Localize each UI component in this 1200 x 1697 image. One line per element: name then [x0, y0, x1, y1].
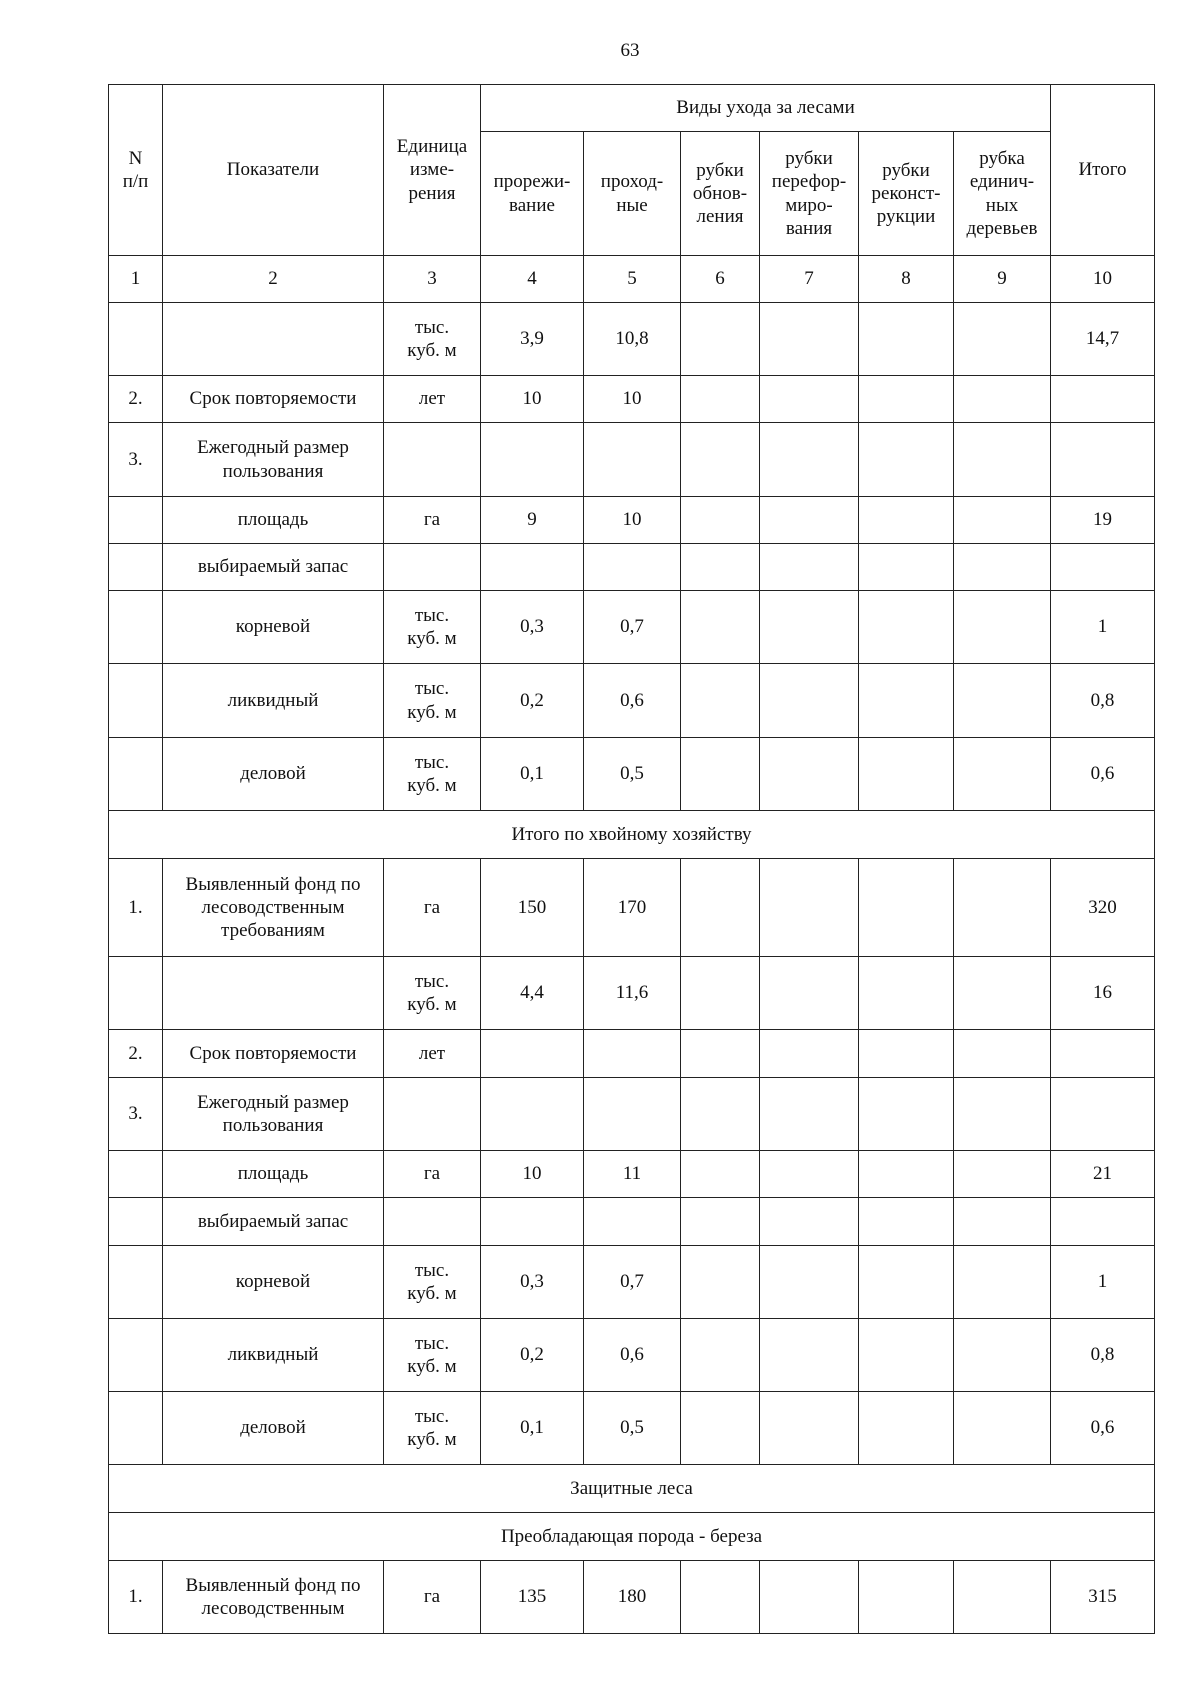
- header-type-single-trees: рубка единич- ных деревьев: [954, 132, 1051, 256]
- table-row: [109, 1030, 1155, 1078]
- cell-total: 16: [1051, 957, 1155, 1030]
- cell-renewal: [681, 1246, 760, 1319]
- cell-renewal: [681, 1392, 760, 1465]
- table-row: [109, 376, 1155, 423]
- cell-reformation: [760, 738, 859, 811]
- cell-reconstruction: [859, 738, 954, 811]
- page-number: 63: [620, 40, 640, 61]
- cell-single-trees: [954, 1151, 1051, 1198]
- cell-reformation: [760, 1078, 859, 1151]
- cell-thinning: 0,2: [481, 664, 584, 738]
- cell-thinning: 0,1: [481, 1392, 584, 1465]
- cell-unit: тыс. куб. м: [384, 591, 481, 664]
- cell-total: 0,6: [1051, 738, 1155, 811]
- cell-reformation: [760, 1392, 859, 1465]
- section-title: Преобладающая порода - береза: [109, 1513, 1155, 1561]
- forest-care-table: [108, 84, 1155, 1634]
- table-row: [109, 303, 1155, 376]
- cell-reconstruction: [859, 376, 954, 423]
- col-number: 7: [760, 256, 859, 303]
- cell-renewal: [681, 544, 760, 591]
- cell-indicator: Срок повторяемости: [163, 1030, 384, 1078]
- cell-passage: [584, 1030, 681, 1078]
- cell-renewal: [681, 738, 760, 811]
- header-unit: Единица изме- рения: [384, 85, 481, 256]
- cell-single-trees: [954, 957, 1051, 1030]
- cell-unit: [384, 1078, 481, 1151]
- table-row: [109, 497, 1155, 544]
- cell-renewal: [681, 1151, 760, 1198]
- table-header: [109, 85, 1155, 303]
- cell-thinning: 10: [481, 376, 584, 423]
- table-row: [109, 1198, 1155, 1246]
- table-row: [109, 1561, 1155, 1634]
- cell-total: 315: [1051, 1561, 1155, 1634]
- cell-thinning: 150: [481, 859, 584, 957]
- cell-reconstruction: [859, 1319, 954, 1392]
- cell-reformation: [760, 376, 859, 423]
- cell-unit: [384, 1198, 481, 1246]
- cell-reconstruction: [859, 1198, 954, 1246]
- cell-passage: [584, 1198, 681, 1246]
- cell-unit: га: [384, 1561, 481, 1634]
- cell-reformation: [760, 423, 859, 497]
- cell-passage: 0,5: [584, 1392, 681, 1465]
- cell-total: 14,7: [1051, 303, 1155, 376]
- table-row: [109, 664, 1155, 738]
- cell-indicator: [163, 957, 384, 1030]
- cell-unit: тыс. куб. м: [384, 664, 481, 738]
- cell-renewal: [681, 303, 760, 376]
- cell-thinning: 10: [481, 1151, 584, 1198]
- cell-passage: [584, 544, 681, 591]
- header-num: N п/п: [109, 85, 163, 256]
- cell-reformation: [760, 859, 859, 957]
- cell-indicator: Выявленный фонд по лесоводственным требованиям: [163, 859, 384, 957]
- header-care-types-group: Виды ухода за лесами: [481, 85, 1051, 132]
- cell-reconstruction: [859, 497, 954, 544]
- col-number: 4: [481, 256, 584, 303]
- column-numbers-row: [109, 256, 1155, 303]
- cell-reformation: [760, 1030, 859, 1078]
- cell-indicator: Выявленный фонд по лесоводственным: [163, 1561, 384, 1634]
- cell-reformation: [760, 1246, 859, 1319]
- cell-num: 2.: [109, 376, 163, 423]
- cell-unit: тыс. куб. м: [384, 1319, 481, 1392]
- cell-passage: 0,6: [584, 664, 681, 738]
- cell-reconstruction: [859, 1392, 954, 1465]
- cell-unit: тыс. куб. м: [384, 738, 481, 811]
- cell-renewal: [681, 1078, 760, 1151]
- cell-thinning: 0,3: [481, 591, 584, 664]
- cell-num: 1.: [109, 1561, 163, 1634]
- cell-unit: тыс. куб. м: [384, 957, 481, 1030]
- cell-single-trees: [954, 1198, 1051, 1246]
- table-row: [109, 1078, 1155, 1151]
- cell-passage: 170: [584, 859, 681, 957]
- cell-total: 0,8: [1051, 1319, 1155, 1392]
- cell-unit: лет: [384, 376, 481, 423]
- cell-total: 1: [1051, 591, 1155, 664]
- cell-indicator: Ежегодный размер пользования: [163, 423, 384, 497]
- cell-thinning: 9: [481, 497, 584, 544]
- header-type-thinning: прорежи- вание: [481, 132, 584, 256]
- cell-passage: 10: [584, 376, 681, 423]
- cell-unit: [384, 423, 481, 497]
- cell-total: [1051, 376, 1155, 423]
- cell-num: [109, 544, 163, 591]
- cell-indicator: Срок повторяемости: [163, 376, 384, 423]
- table-row: [109, 738, 1155, 811]
- cell-renewal: [681, 1198, 760, 1246]
- cell-thinning: 3,9: [481, 303, 584, 376]
- header-type-passage: проход- ные: [584, 132, 681, 256]
- section-row: [109, 1513, 1155, 1561]
- col-number: 8: [859, 256, 954, 303]
- cell-indicator: корневой: [163, 591, 384, 664]
- cell-renewal: [681, 859, 760, 957]
- col-number: 2: [163, 256, 384, 303]
- cell-unit: тыс. куб. м: [384, 303, 481, 376]
- cell-thinning: [481, 423, 584, 497]
- cell-indicator: корневой: [163, 1246, 384, 1319]
- cell-thinning: [481, 1198, 584, 1246]
- header-type-reformation: рубки перефор- миро- вания: [760, 132, 859, 256]
- cell-passage: [584, 423, 681, 497]
- header-indicators: Показатели: [163, 85, 384, 256]
- cell-passage: 0,6: [584, 1319, 681, 1392]
- cell-single-trees: [954, 376, 1051, 423]
- cell-single-trees: [954, 1078, 1051, 1151]
- cell-single-trees: [954, 1561, 1051, 1634]
- cell-total: [1051, 1030, 1155, 1078]
- cell-single-trees: [954, 1392, 1051, 1465]
- cell-indicator: выбираемый запас: [163, 1198, 384, 1246]
- cell-renewal: [681, 1030, 760, 1078]
- cell-num: [109, 1198, 163, 1246]
- cell-thinning: 0,1: [481, 738, 584, 811]
- table-row: [109, 1319, 1155, 1392]
- cell-thinning: [481, 1030, 584, 1078]
- cell-single-trees: [954, 1319, 1051, 1392]
- cell-reformation: [760, 544, 859, 591]
- table-row: [109, 1392, 1155, 1465]
- table-row: [109, 859, 1155, 957]
- cell-thinning: 135: [481, 1561, 584, 1634]
- header-total: Итого: [1051, 85, 1155, 256]
- cell-single-trees: [954, 423, 1051, 497]
- cell-reconstruction: [859, 859, 954, 957]
- cell-total: [1051, 1198, 1155, 1246]
- cell-indicator: деловой: [163, 1392, 384, 1465]
- cell-unit: [384, 544, 481, 591]
- cell-reconstruction: [859, 664, 954, 738]
- cell-renewal: [681, 1561, 760, 1634]
- cell-num: 1.: [109, 859, 163, 957]
- cell-indicator: выбираемый запас: [163, 544, 384, 591]
- cell-num: [109, 957, 163, 1030]
- cell-passage: 0,7: [584, 591, 681, 664]
- cell-num: [109, 1151, 163, 1198]
- cell-single-trees: [954, 544, 1051, 591]
- cell-single-trees: [954, 738, 1051, 811]
- cell-reformation: [760, 497, 859, 544]
- cell-reconstruction: [859, 1561, 954, 1634]
- cell-single-trees: [954, 859, 1051, 957]
- cell-indicator: площадь: [163, 1151, 384, 1198]
- cell-renewal: [681, 1319, 760, 1392]
- section-row: [109, 1465, 1155, 1513]
- col-number: 9: [954, 256, 1051, 303]
- cell-reconstruction: [859, 591, 954, 664]
- cell-thinning: [481, 1078, 584, 1151]
- section-title: Защитные леса: [109, 1465, 1155, 1513]
- cell-single-trees: [954, 303, 1051, 376]
- table-row: [109, 1246, 1155, 1319]
- cell-indicator: [163, 303, 384, 376]
- cell-reconstruction: [859, 303, 954, 376]
- cell-single-trees: [954, 497, 1051, 544]
- cell-num: [109, 738, 163, 811]
- cell-passage: 11: [584, 1151, 681, 1198]
- cell-passage: 0,7: [584, 1246, 681, 1319]
- cell-indicator: площадь: [163, 497, 384, 544]
- cell-indicator: деловой: [163, 738, 384, 811]
- cell-unit: тыс. куб. м: [384, 1392, 481, 1465]
- section-title: Итого по хвойному хозяйству: [109, 811, 1155, 859]
- cell-renewal: [681, 957, 760, 1030]
- cell-total: [1051, 423, 1155, 497]
- cell-renewal: [681, 664, 760, 738]
- table-row: [109, 423, 1155, 497]
- cell-num: [109, 1392, 163, 1465]
- header-type-renewal: рубки обнов- ления: [681, 132, 760, 256]
- cell-total: 0,6: [1051, 1392, 1155, 1465]
- cell-unit: лет: [384, 1030, 481, 1078]
- col-number: 10: [1051, 256, 1155, 303]
- cell-passage: 180: [584, 1561, 681, 1634]
- cell-num: [109, 1319, 163, 1392]
- cell-single-trees: [954, 664, 1051, 738]
- cell-total: 320: [1051, 859, 1155, 957]
- cell-total: [1051, 1078, 1155, 1151]
- header-type-reconstruction: рубки реконст- рукции: [859, 132, 954, 256]
- cell-indicator: ликвидный: [163, 1319, 384, 1392]
- cell-reformation: [760, 303, 859, 376]
- cell-single-trees: [954, 1246, 1051, 1319]
- cell-unit: га: [384, 497, 481, 544]
- cell-single-trees: [954, 1030, 1051, 1078]
- cell-total: 0,8: [1051, 664, 1155, 738]
- cell-reformation: [760, 1319, 859, 1392]
- table-row: [109, 591, 1155, 664]
- cell-thinning: 4,4: [481, 957, 584, 1030]
- cell-unit: га: [384, 1151, 481, 1198]
- cell-renewal: [681, 591, 760, 664]
- cell-passage: 10: [584, 497, 681, 544]
- cell-reformation: [760, 591, 859, 664]
- cell-total: [1051, 544, 1155, 591]
- cell-reconstruction: [859, 1030, 954, 1078]
- cell-reconstruction: [859, 1151, 954, 1198]
- cell-reconstruction: [859, 1246, 954, 1319]
- cell-passage: 11,6: [584, 957, 681, 1030]
- col-number: 3: [384, 256, 481, 303]
- col-number: 1: [109, 256, 163, 303]
- table-row: [109, 957, 1155, 1030]
- cell-reconstruction: [859, 423, 954, 497]
- table-row: [109, 1151, 1155, 1198]
- cell-unit: га: [384, 859, 481, 957]
- cell-num: [109, 497, 163, 544]
- cell-unit: тыс. куб. м: [384, 1246, 481, 1319]
- table-row: [109, 544, 1155, 591]
- cell-total: 1: [1051, 1246, 1155, 1319]
- cell-num: 3.: [109, 423, 163, 497]
- cell-renewal: [681, 376, 760, 423]
- cell-num: [109, 1246, 163, 1319]
- cell-thinning: [481, 544, 584, 591]
- cell-thinning: 0,2: [481, 1319, 584, 1392]
- cell-reconstruction: [859, 957, 954, 1030]
- col-number: 5: [584, 256, 681, 303]
- cell-num: 3.: [109, 1078, 163, 1151]
- cell-renewal: [681, 423, 760, 497]
- cell-reformation: [760, 957, 859, 1030]
- cell-reconstruction: [859, 544, 954, 591]
- cell-num: 2.: [109, 1030, 163, 1078]
- cell-num: [109, 664, 163, 738]
- col-number: 6: [681, 256, 760, 303]
- cell-thinning: 0,3: [481, 1246, 584, 1319]
- cell-indicator: ликвидный: [163, 664, 384, 738]
- cell-renewal: [681, 497, 760, 544]
- cell-num: [109, 303, 163, 376]
- table-body: [109, 303, 1155, 1634]
- cell-indicator: Ежегодный размер пользования: [163, 1078, 384, 1151]
- cell-reformation: [760, 1561, 859, 1634]
- cell-total: 19: [1051, 497, 1155, 544]
- cell-total: 21: [1051, 1151, 1155, 1198]
- cell-reformation: [760, 1198, 859, 1246]
- cell-reconstruction: [859, 1078, 954, 1151]
- cell-reformation: [760, 1151, 859, 1198]
- section-row: [109, 811, 1155, 859]
- cell-num: [109, 591, 163, 664]
- cell-passage: [584, 1078, 681, 1151]
- cell-single-trees: [954, 591, 1051, 664]
- cell-passage: 0,5: [584, 738, 681, 811]
- cell-passage: 10,8: [584, 303, 681, 376]
- cell-reformation: [760, 664, 859, 738]
